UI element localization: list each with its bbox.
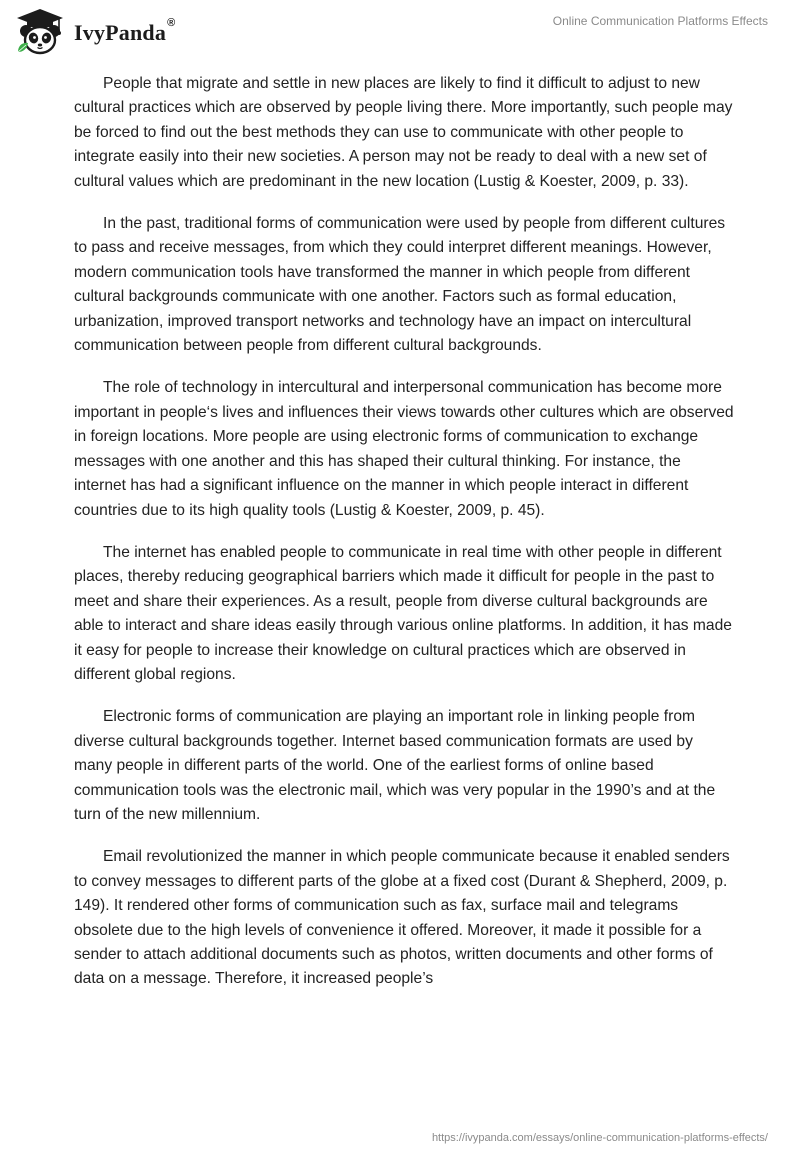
paragraph: Electronic forms of communication are playing an important role in linking people from diverse cultural backgrounds together. Internet based communication formats are used by many people in different parts of the world. One of the earliest forms of online based communication tools was the electronic mail, which was very popular in the 1990’s and at the turn of the new millennium.	[74, 708, 716, 823]
footer-url[interactable]: https://ivypanda.com/essays/online-communication-platforms-effects/	[431, 1132, 768, 1144]
panda-graduate-icon	[14, 8, 66, 56]
paragraph: In the past, traditional forms of communication were used by people from different cultures to pass and receive messages, from which they could interpret different meanings. However, modern communication tools have transformed the manner in which people from different cultural backgrounds communicate with one another. Factors such as formal education, urbanization, improved transport networks and technology have an impact on intercultural communication between people from different cultural backgrounds.	[74, 215, 726, 355]
paragraph: Email revolutionized the manner in which people communicate because it enabled senders to convey messages to different parts of the globe at a fixed cost (Durant & Shepherd, 2009, p. 149). It rendered other forms of communication such as fax, surface mail and telegrams obsolete due to the high levels of convenience it offered. Moreover, it made it possible for a sender to attach additional documents such as photos, written documents and other forms of data on a message. Therefore, it increased people’s	[74, 848, 730, 988]
paragraph: People that migrate and settle in new places are likely to find it difficult to adjust to new cultural practices which are observed by people living there. More importantly, such people may be forced to find out the best methods they can use to communicate with other people to integrate easily into their new societies. A person may not be ready to deal with a new set of cultural values which are predominant in the new location (Lustig & Koester, 2009, p. 33).	[74, 75, 733, 190]
essay-body	[74, 72, 734, 1010]
document-title: Online Communication Platforms Effects	[552, 14, 768, 28]
paragraph: The internet has enabled people to communicate in real time with other people in different places, thereby reducing geographical barriers which made it difficult for people in the past to meet and share their experiences. As a result, people from diverse cultural backgrounds are able to interact and share ideas easily through various online platforms. In addition, it has made it easy for people to increase their knowledge on cultural practices which are observed in different global regions.	[74, 543, 732, 683]
ivypanda-logo[interactable]	[14, 8, 175, 56]
page-header	[0, 0, 800, 60]
logo-wordmark: IvyPanda®	[74, 17, 176, 45]
paragraph: The role of technology in intercultural and interpersonal communication has become more important in people‘s lives and influences their views towards other cultures which are observed in foreign locations. More people are using electronic forms of communication to exchange messages with one another and this has shaped their cultural thinking. For instance, the internet has had a significant influence on the manner in which people interact in different countries due to its high quality tools (Lustig & Koester, 2009, p. 45).	[74, 379, 734, 519]
